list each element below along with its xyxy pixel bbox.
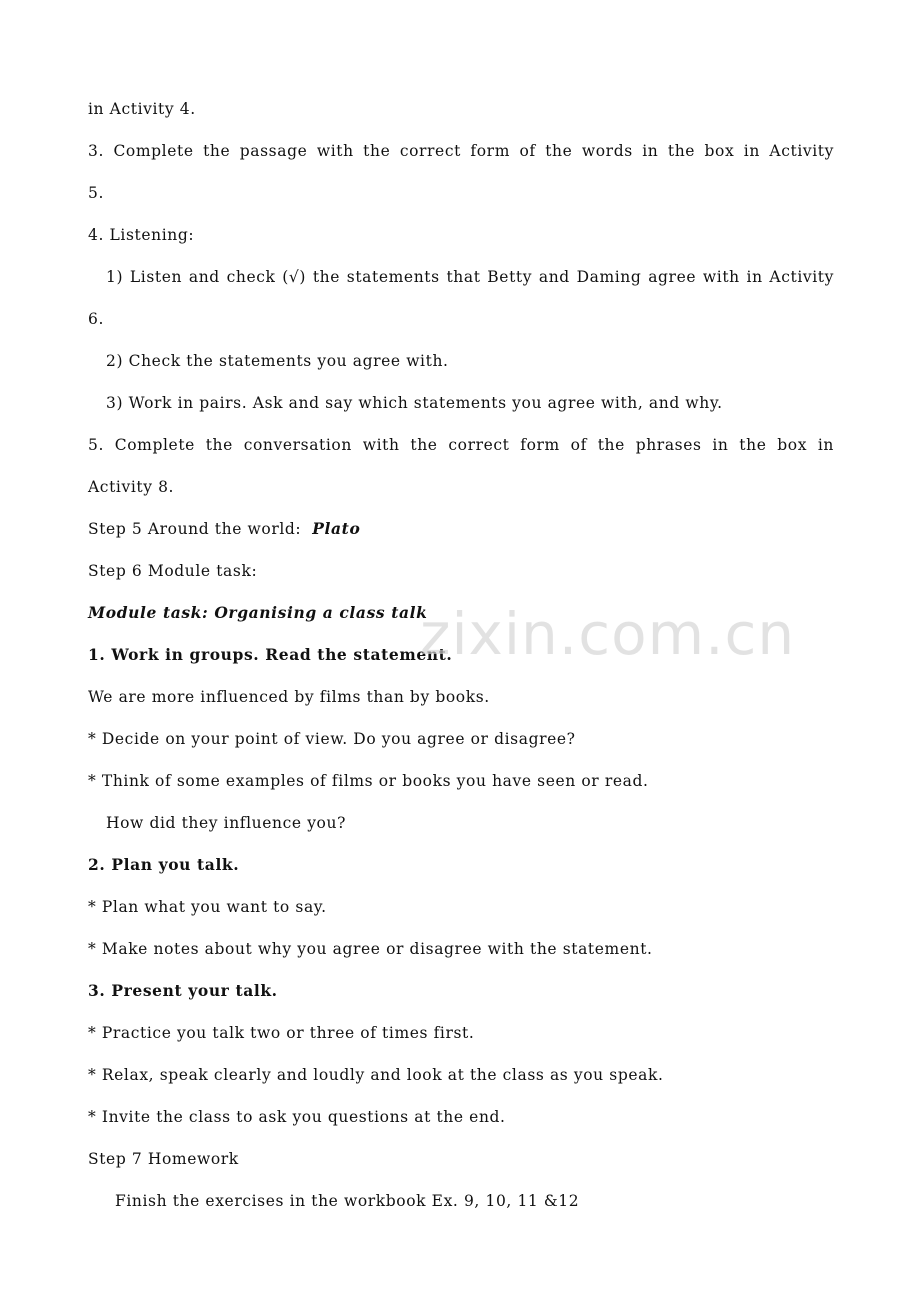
text-line: 5. Complete the conversation with the correct form of the phrases in the box in	[88, 436, 834, 454]
text-line: How did they influence you?	[106, 814, 346, 832]
text-line: in Activity 4.	[88, 100, 196, 118]
listening-heading: 4. Listening:	[88, 226, 195, 244]
homework-text: Finish the exercises in the workbook Ex. 9, 10, 11 &12	[115, 1192, 580, 1210]
step5-emphasis: Plato	[312, 519, 361, 538]
bullet-item: * Think of some examples of films or books you have seen or read.	[88, 772, 649, 790]
text-line: 6.	[88, 310, 104, 328]
text-line: 3. Complete the passage with the correct form of the words in the box in Activity	[88, 142, 834, 160]
text-line: Activity 8.	[88, 478, 175, 496]
bullet-item: * Decide on your point of view. Do you agree or disagree?	[88, 730, 576, 748]
step5-label: Step 5 Around the world:	[88, 520, 313, 538]
module-task-title: Module task: Organising a class talk	[88, 603, 428, 622]
bullet-item: * Practice you talk two or three of times first.	[88, 1024, 475, 1042]
section-heading: 2. Plan you talk.	[88, 855, 240, 874]
bullet-item: * Plan what you want to say.	[88, 898, 327, 916]
document-page	[88, 94, 834, 1228]
section-heading: 3. Present your talk.	[88, 981, 278, 1000]
bullet-item: * Make notes about why you agree or disagree with the statement.	[88, 940, 653, 958]
watermark: zixin.com.cn	[420, 600, 796, 668]
statement-text: We are more influenced by films than by books.	[88, 688, 490, 706]
text-line: 3) Work in pairs. Ask and say which statements you agree with, and why.	[106, 394, 723, 412]
section-heading: 1. Work in groups. Read the statement.	[88, 645, 453, 664]
text-line: 2) Check the statements you agree with.	[106, 352, 449, 370]
text-line: 1) Listen and check (√) the statements that Betty and Daming agree with in Activity	[106, 268, 834, 286]
step7-heading: Step 7 Homework	[88, 1150, 239, 1168]
bullet-item: * Invite the class to ask you questions at the end.	[88, 1108, 506, 1126]
step6-heading: Step 6 Module task:	[88, 562, 258, 580]
text-line: 5.	[88, 184, 104, 202]
step5-line	[88, 514, 834, 556]
bullet-item: * Relax, speak clearly and loudly and look at the class as you speak.	[88, 1066, 664, 1084]
